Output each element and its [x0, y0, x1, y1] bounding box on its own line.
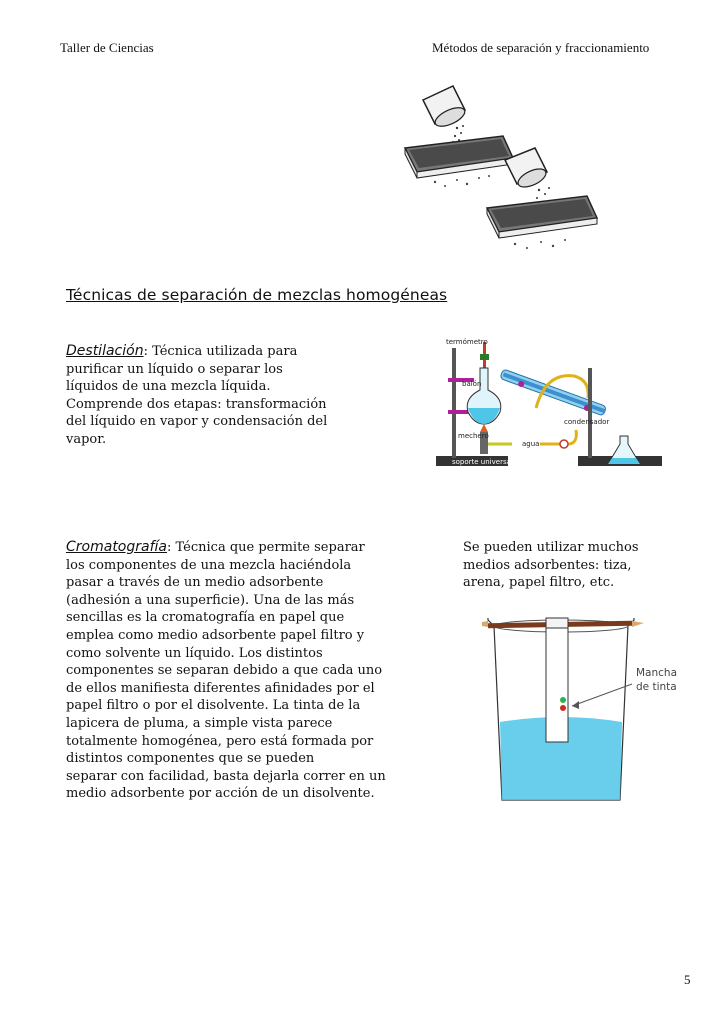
- grains-under-top: [434, 175, 490, 187]
- cromatografia-line: totalmente homogénea, pero está formada por: [66, 733, 374, 749]
- cromatografia-line: (adhesión a una superficie). Una de las más: [66, 592, 355, 608]
- label-mechero: mechero: [458, 432, 489, 440]
- page-number: 5: [684, 972, 691, 987]
- cromatografia-line: distintos componentes que se pueden: [66, 751, 315, 767]
- left-stand-rod: [452, 348, 456, 458]
- destilacion-line: purificar un líquido o separar los: [66, 361, 283, 377]
- label-soporte: soporte universal: [452, 458, 513, 466]
- label-condensador: condensador: [564, 418, 610, 426]
- cromatografia-term: Cromatografía: [66, 539, 167, 555]
- cromatografia-line: pasar a través de un medio adsorbente: [66, 575, 324, 591]
- destilacion-line-rest: : Técnica utilizada para: [143, 344, 298, 359]
- sieve-top: [405, 136, 513, 178]
- cromatografia-line: separar con facilidad, basta dejarla correr en un: [66, 768, 386, 784]
- cromatografia-line: de ellos manifiesta diferentes afinidades por el: [66, 680, 375, 696]
- paper-strip: [546, 618, 568, 742]
- right-stand-rod: [588, 368, 592, 458]
- ink-spot-red: [560, 705, 566, 711]
- label-de-tinta: de tinta: [636, 681, 677, 693]
- cromatografia-line: como solvente un líquido. Los distintos: [66, 645, 323, 661]
- cromatografia-line: lapicera de pluma, a simple vista parece: [66, 715, 333, 731]
- note-line: Se pueden utilizar muchos: [463, 540, 639, 555]
- bucket-top: [423, 86, 467, 130]
- destilacion-line: líquidos de una mezcla líquida.: [66, 379, 271, 395]
- flask-liquid: [468, 408, 500, 424]
- cromatografia-line: papel filtro o por el disolvente. La tinta de la: [66, 698, 361, 714]
- cromatografia-line: medio adsorbente por acción de un disolvente.: [66, 786, 375, 802]
- grains-under-bottom: [514, 239, 566, 249]
- cromatografia-paragraph: [66, 539, 386, 803]
- ink-spot-green: [560, 697, 566, 703]
- label-balon: balón: [462, 380, 482, 388]
- water-tap: [560, 440, 568, 448]
- label-termometro: termómetro: [446, 338, 488, 346]
- label-agua: agua: [522, 440, 540, 448]
- water-hose-in: [540, 430, 576, 444]
- cromatografia-line: [66, 539, 386, 557]
- arrow-line: [572, 684, 632, 706]
- cromatografia-line-rest: : Técnica que permite separar: [167, 540, 365, 555]
- pencil-tip: [632, 621, 644, 627]
- arrow-head: [572, 701, 579, 709]
- sieve-bottom: [487, 196, 597, 238]
- paper-fold: [546, 618, 568, 628]
- cromatografia-line: emplea como medio adsorbente papel filtro y: [66, 627, 365, 643]
- section-title: Técnicas de separación de mezclas homogéneas: [66, 286, 448, 304]
- receiving-liquid: [608, 458, 640, 464]
- sieves-illustration: [395, 78, 615, 268]
- destilacion-paragraph: [66, 343, 327, 449]
- destilacion-line: vapor.: [66, 431, 107, 447]
- pencil-end: [482, 621, 488, 627]
- header-right-title: Métodos de separación y fraccionamiento: [432, 40, 650, 55]
- note-line: arena, papel filtro, etc.: [463, 575, 615, 591]
- distillation-figure: [428, 328, 672, 488]
- destilacion-term: Destilación: [66, 343, 144, 359]
- stopper: [480, 354, 489, 360]
- cromatografia-line: sencillas es la cromatografía en papel que: [66, 610, 345, 626]
- cromatografia-line: los componentes de una mezcla haciéndola: [66, 557, 352, 573]
- header-left-title: Taller de Ciencias: [60, 40, 154, 55]
- note-line: medios adsorbentes: tiza,: [463, 557, 632, 573]
- adsorbentes-note: [463, 539, 639, 592]
- destilacion-line: [66, 343, 327, 361]
- label-mancha: Mancha: [636, 667, 678, 679]
- burner-flame: [480, 424, 488, 432]
- cromatografia-line: componentes se separan debido a que cada uno: [66, 663, 383, 679]
- destilacion-line: Comprende dos etapas: transformación: [66, 396, 327, 412]
- chromatography-figure: [482, 610, 682, 810]
- destilacion-line: del líquido en vapor y condensación del: [66, 414, 328, 430]
